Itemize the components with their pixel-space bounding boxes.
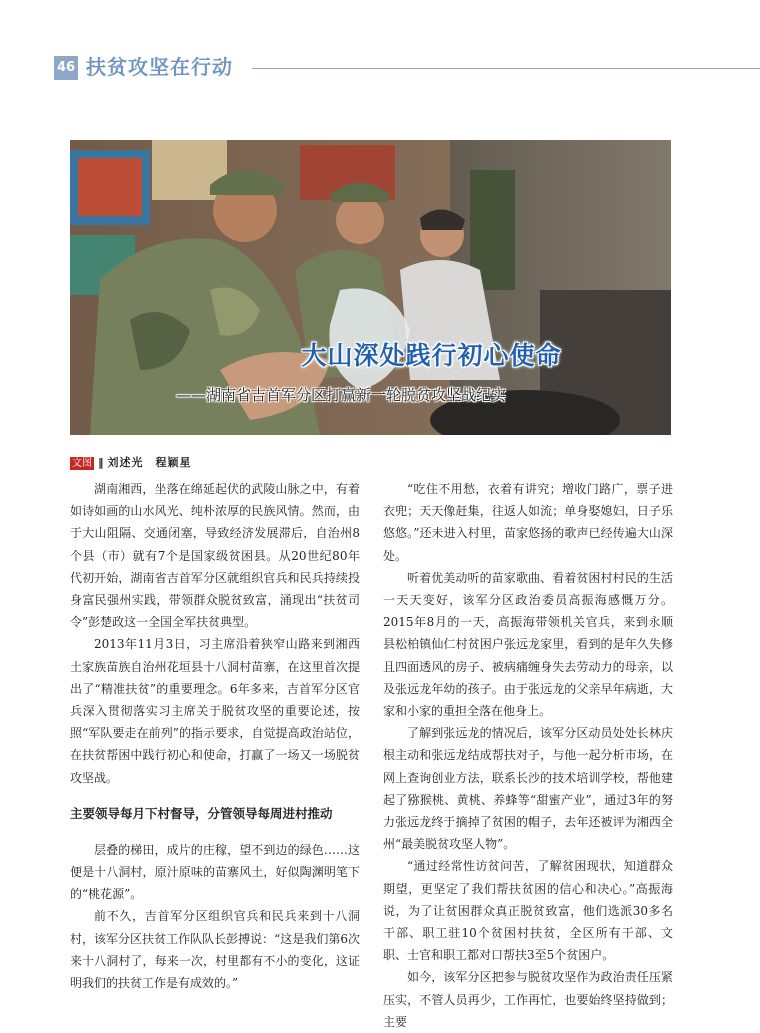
byline xyxy=(70,456,192,470)
paragraph: “通过经常性访贫问苦，了解贫困现状，知道群众期望，更坚定了我们帮扶贫困的信心和决心。”高振海说，为了让贫困群众真正脱贫致富，他们选派30多名干部、职工驻10个贫困村扶贫，全区所有干部、文职、士官和职工都对口帮扶3至5个贫困户。 xyxy=(383,859,673,963)
article-title: 大山深处践行初心使命 xyxy=(301,341,562,370)
paragraph: 如今，该军分区把参与脱贫攻坚作为政治责任压紧压实，不管人员再少，工作再忙，也要始终坚持做到；主要 xyxy=(383,970,673,1029)
section-heading: 主要领导每月下村督导，分管领导每周进村推动 xyxy=(70,805,333,821)
byline-tag: 文图 xyxy=(72,457,92,469)
byline-authors: 刘述光 程颖星 xyxy=(107,456,192,469)
page-number: 46 xyxy=(54,56,78,80)
paragraph: “吃住不用愁，衣着有讲究；增收门路广，票子进衣兜；天天像赶集，往返人如流；单身娶媳妇，日子乐悠悠。”还未进入村里，苗家悠扬的歌声已经传遍大山深处。 xyxy=(383,482,673,563)
paragraph: 前不久，吉首军分区组织官兵和民兵来到十八洞村，该军分区扶贫工作队队长彭搏说：“这是我们第6次来十八洞村了，每来一次，村里都有不小的变化，这证明我们的扶贫工作是有成效的。” xyxy=(70,909,360,991)
hero-photo xyxy=(70,140,671,435)
paragraph: 听着优美动听的苗家歌曲、看着贫困村村民的生活一天天变好，该军分区政治委员高振海感慨万分。2015年8月的一天，高振海带领机关官兵，来到永顺县松柏镇仙仁村贫困户张远龙家里，看到的是年久失修且四面透风的房子、被病痛缠身失去劳动力的母亲，以及张远龙年幼的孩子。由于张远龙的父亲早年病逝，大家和小家的重担全落在他身上。 xyxy=(383,570,673,719)
header-rule xyxy=(252,68,760,69)
paragraph: 2013年11月3日，习主席沿着狭窄山路来到湘西土家族苗族自治州花垣县十八洞村苗寨，在这里首次提出了“精准扶贫”的重要理念。6年多来，吉首军分区官兵深入贯彻落实习主席关于脱贫攻坚的重要论述，按照“军队要走在前列”的指示要求，自觉提高政治站位，在扶贫帮困中践行初心和使命，打赢了一场又一场脱贫攻坚战。 xyxy=(70,637,360,785)
section-title: 扶贫攻坚在行动 xyxy=(86,55,233,79)
paragraph: 湖南湘西，坐落在绵延起伏的武陵山脉之中，有着如诗如画的山水风光、纯朴浓厚的民族风情。然而，由于大山阻隔、交通闭塞，导致经济发展滞后，自治州8个县（市）就有7个是国家级贫困县。从20世纪80年代初开始，湖南省吉首军分区就组织官兵和民兵持续投身富民强州实践，带领群众脱贫致富，涌现出“扶贫司令”彭楚政这一全国全军扶贫典型。 xyxy=(70,482,360,630)
paragraph: 了解到张远龙的情况后，该军分区动员处处长林庆根主动和张远龙结成帮扶对子，与他一起分析市场，在网上查询创业方法，联系长沙的技术培训学校，帮他建起了猕猴桃、黄桃、养蜂等“甜蜜产业”，通过3年的努力张远龙终于摘掉了贫困的帽子，去年还被评为湘西全州“最美脱贫攻坚人物”。 xyxy=(383,726,673,852)
byline-separator: ‖ xyxy=(98,456,104,469)
left-column xyxy=(70,478,360,994)
right-column xyxy=(383,478,673,1033)
paragraph: 层叠的梯田，成片的庄稼，望不到边的绿色……这便是十八洞村，原汁原味的苗寨风土，好似陶渊明笔下的“桃花源”。 xyxy=(70,842,360,902)
article-subtitle: ——湖南省吉首军分区打赢新一轮脱贫攻坚战纪实 xyxy=(176,386,507,404)
